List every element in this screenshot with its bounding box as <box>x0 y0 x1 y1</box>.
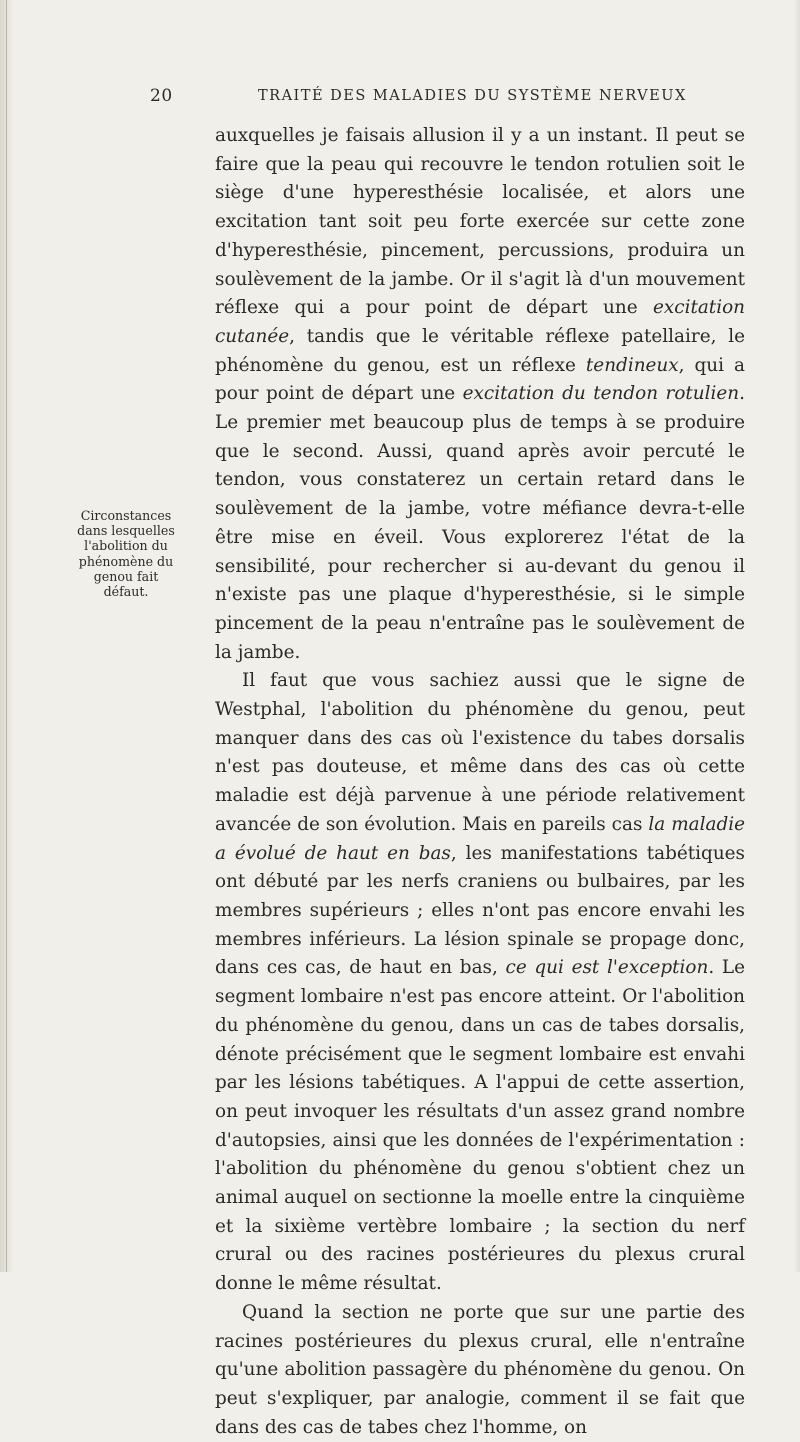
italic-run: la maladie a évolué de haut en bas <box>215 813 745 864</box>
italic-run: excitation cutanée <box>215 297 745 347</box>
page-number: 20 <box>150 86 173 106</box>
binding-line <box>6 0 7 1272</box>
italic-run: excitation du tendon rotulien <box>462 383 740 405</box>
text-run: , les manifestations tabétiques ont débuté par les nerfs craniens ou bulbaires, par les membres supérieurs ; elles n'ont pas encore envahi les membres inférieurs. La lésion spinale se propage donc, dans ces cas, de haut en bas, <box>215 842 745 979</box>
margin-note <box>56 508 196 599</box>
paragraph-2 <box>215 667 745 1298</box>
text-run: . Le segment lombaire n'est pas encore atteint. Or l'abolition du phénomène du genou, dans un cas de tabes dorsalis, dénote précisément que le segment lombaire est envahi par les lésions tabétiques. A l'appui de cette assertion, on peut invoquer les résultats d'un assez grand nombre d'autopsies, ainsi que les données de l'expérimentation : l'abolition du phénomène du genou s'obtient chez un animal auquel on sectionne la moelle entre la cinquième et la sixième vertèbre lombaire ; la section du nerf crural ou des racines postérieures du plexus crural donne le même résultat. <box>215 957 745 1295</box>
italic-run: tendineux <box>585 354 679 376</box>
paragraph-3 <box>215 1299 745 1442</box>
body-text <box>215 122 745 1442</box>
text-run: , tandis que le véritable réflexe patellaire, le phénomène du genou, est un réflexe <box>215 325 745 376</box>
page-edge <box>794 0 800 1272</box>
text-run: Quand la section ne porte que sur une partie des racines postérieures du plexus crural, elle n'entraîne qu'une abolition passagère du phénomène du genou. On peut s'expliquer, par analogie, comment il se fait que dans des cas de tabes chez l'homme, on <box>215 1301 745 1438</box>
text-run: , qui a pour point de départ une <box>215 354 745 405</box>
paragraph-1 <box>215 122 745 667</box>
binding-shadow <box>0 0 14 1272</box>
margin-note-line: l'abolition du <box>84 538 168 554</box>
margin-note-line: Circonstances <box>80 508 172 523</box>
margin-note-line: défaut. <box>103 584 149 600</box>
margin-note-line: phénomène du <box>78 553 174 569</box>
running-header <box>0 86 800 110</box>
running-title: TRAITÉ DES MALADIES DU SYSTÈME NERVEUX <box>258 88 687 104</box>
margin-note-line: genou fait <box>93 568 159 584</box>
margin-note-line: dans lesquelles <box>77 523 175 539</box>
text-run: . Le premier met beaucoup plus de temps à se produire que le second. Aussi, quand après avoir percuté le tendon, vous constaterez un certain retard dans le soulèvement de la jambe, votre méfiance devra-t-elle être mise en éveil. Vous explorerez l'état de la sensibilité, pour rechercher si au-devant du genou il n'existe pas une plaque d'hyperesthésie, si le simple pincement de la peau n'entraîne pas le soulèvement de la jambe. <box>215 383 745 663</box>
text-run: Il faut que vous sachiez aussi que le signe de Westphal, l'abolition du phénomène du genou, peut manquer dans des cas où l'existence du tabes dorsalis n'est pas douteuse, et même dans des cas où cette maladie est déjà parvenue à une période relativement avancée de son évolution. Mais en pareils cas <box>215 670 745 835</box>
text-run: auxquelles je faisais allusion il y a un instant. Il peut se faire que la peau qui recouvre le tendon rotulien soit le siège d'une hyperesthésie localisée, et alors une excitation tant soit peu forte exercée sur cette zone d'hyperesthésie, pincement, percussions, produira un soulèvement de la jambe. Or il s'agit là d'un mouvement réflexe qui a pour point de départ une <box>215 125 745 319</box>
italic-run: ce qui est l'exception <box>505 957 709 979</box>
